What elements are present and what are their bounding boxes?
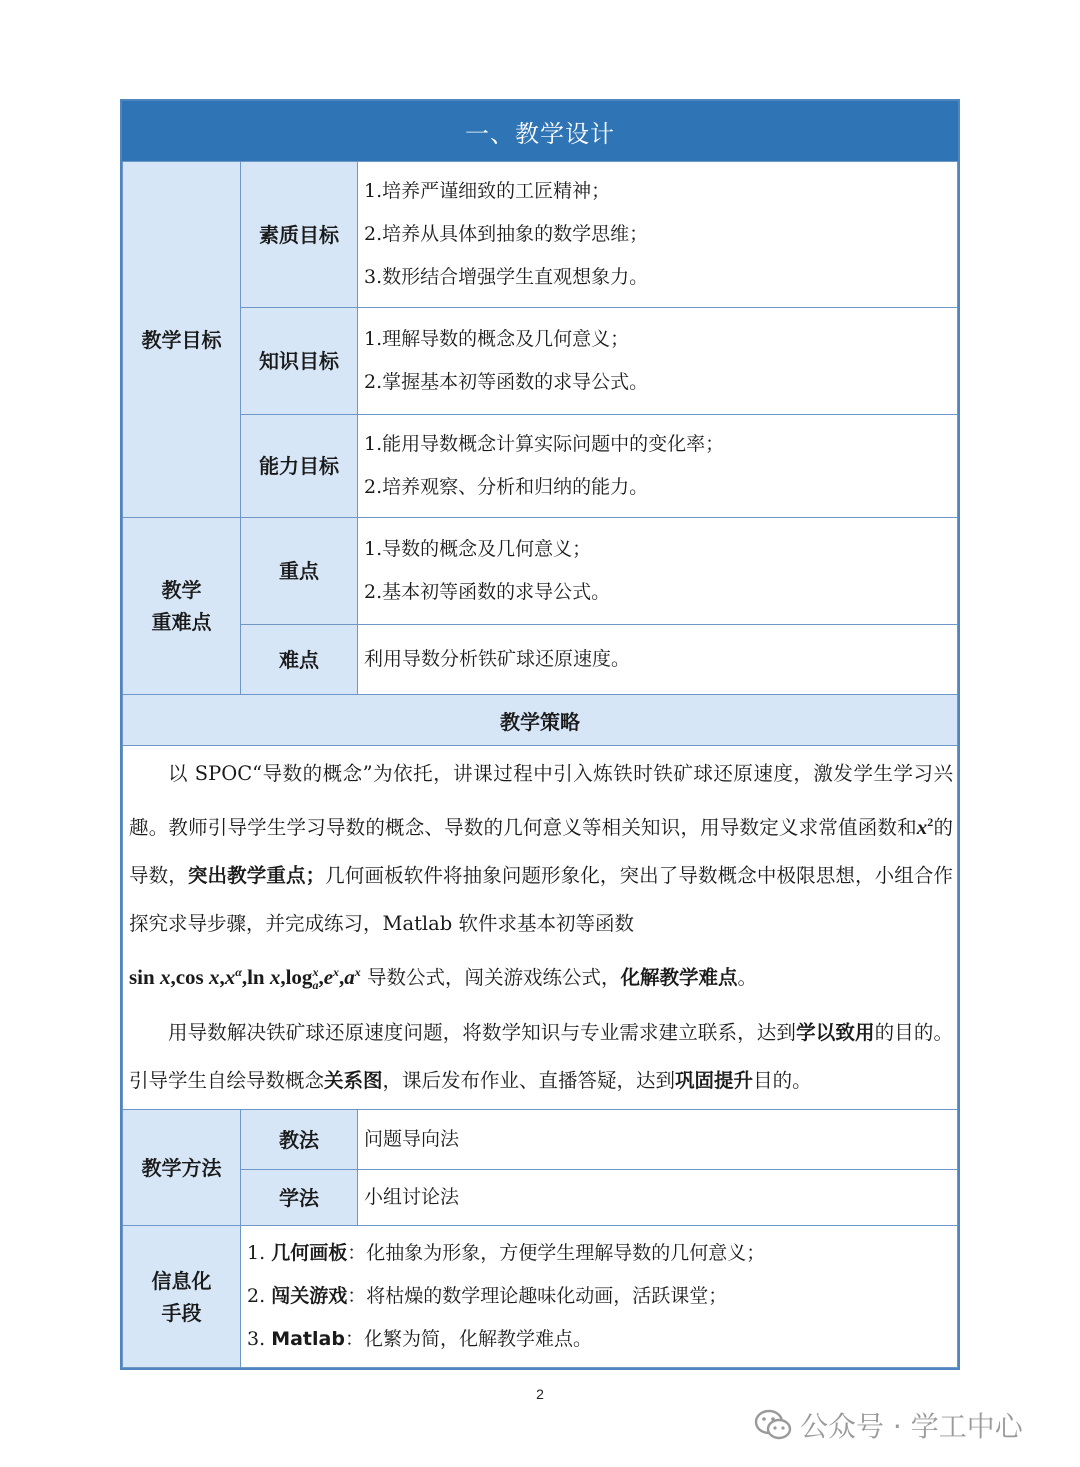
strategy-paragraph-2 (129, 1009, 953, 1105)
math-sup: x (354, 965, 361, 979)
methods-label: 教学方法 (123, 1110, 241, 1226)
math-fn: sin (129, 965, 155, 989)
list-item (247, 1318, 951, 1361)
strategy-text: 用导数解决铁矿球还原速度问题，将数学知识与专业需求建立联系，达到 (168, 1021, 797, 1045)
list-item: 1.能用导数概念计算实际问题中的变化率； (364, 433, 725, 455)
info-content (241, 1226, 958, 1368)
ability-goal-content (358, 415, 958, 518)
table-row (123, 308, 958, 415)
strategy-text: 目的。 (753, 1069, 812, 1093)
list-item: 1.理解导数的概念及几何意义； (364, 328, 630, 350)
strategy-text: 的导数， (129, 816, 953, 887)
item-number: 3. (247, 1328, 266, 1351)
strategy-emphasis: 学以致用 (796, 1021, 875, 1045)
design-table (120, 99, 960, 1370)
table-row (123, 162, 958, 308)
strategy-emphasis: 突出教学重点； (187, 864, 326, 887)
teach-method-content (358, 1110, 958, 1170)
teach-method-label: 教法 (241, 1110, 358, 1170)
math-sup: α (235, 965, 242, 979)
list-item: 1.导数的概念及几何意义； (364, 538, 592, 560)
strategy-text: ，课后发布作业、直播答疑，达到 (382, 1069, 676, 1093)
strategy-paragraph-1 (129, 750, 953, 1009)
math-fn: log (285, 965, 313, 989)
list-item: 问题导向法 (364, 1128, 460, 1151)
strategy-emphasis: 化解教学难点 (620, 966, 738, 989)
math-function-list: sin x,cos $x,x^\alpha,\ln$ $x,\log_a^x,e^x,a^x$ (129, 965, 361, 993)
table-row (123, 746, 958, 1110)
math-var: e (323, 965, 334, 989)
list-item (247, 1275, 951, 1318)
watermark (754, 1405, 1023, 1445)
item-text: ：化繁为简，化解教学难点。 (344, 1328, 592, 1351)
learn-method-content (358, 1170, 958, 1226)
list-item: 2.掌握基本初等函数的求导公式。 (364, 371, 649, 393)
wechat-icon (754, 1409, 792, 1441)
math-sub: a (312, 978, 319, 993)
item-text: ：将枯燥的数学理论趣味化动画，活跃课堂； (347, 1285, 728, 1308)
info-label-line1: 信息化 (151, 1268, 212, 1293)
table-row (123, 695, 958, 746)
watermark-text: 公众号 · 学工中心 (800, 1410, 1023, 1443)
list-item: 2.培养观察、分析和归纳的能力。 (364, 476, 649, 498)
math-var: x (916, 815, 928, 839)
list-item (247, 1232, 951, 1275)
strategy-text: 几何画板软件将抽象问题形象化，突出了导数概念中极限思想，小组合作探究求导步骤，并完成练习，Matlab 软件求基本初等函数 (129, 864, 953, 935)
key-content (358, 518, 958, 625)
key-points-label-line2: 重难点 (151, 610, 212, 634)
key-points-label (123, 518, 241, 695)
math-var: x (159, 965, 171, 989)
item-emphasis: 几何画板 (271, 1242, 348, 1265)
strategy-emphasis: 关系图 (324, 1069, 383, 1093)
list-item: 小组讨论法 (364, 1186, 460, 1209)
strategy-text: 。 (737, 966, 758, 989)
key-label: 重点 (241, 518, 358, 625)
item-emphasis: 闯关游戏 (271, 1285, 348, 1308)
list-item: 1.培养严谨细致的工匠精神； (364, 180, 611, 202)
difficult-label: 难点 (241, 625, 358, 695)
table-row (123, 625, 958, 695)
math-var: x (269, 965, 281, 989)
table-row (123, 518, 958, 625)
item-emphasis: Matlab (271, 1328, 345, 1351)
math-var: x (208, 965, 220, 989)
math-fn: ln (247, 965, 265, 989)
item-text: ：化抽象为形象，方便学生理解导数的几何意义； (347, 1242, 766, 1265)
list-item: 2.基本初等函数的求导公式。 (364, 581, 611, 603)
knowledge-goal-content (358, 308, 958, 415)
math-fn: cos (175, 965, 204, 989)
goals-label: 教学目标 (123, 162, 241, 518)
ability-goal-label: 能力目标 (241, 415, 358, 518)
objectives-table (122, 161, 958, 1368)
table-row (123, 1226, 958, 1368)
table-row (123, 1170, 958, 1226)
strategy-heading: 教学策略 (123, 695, 958, 746)
list-item: 3.数形结合增强学生直观想象力。 (364, 266, 649, 288)
math-sup: 2 (927, 815, 934, 829)
table-row (123, 1110, 958, 1170)
table-title: 一、教学设计 (122, 101, 958, 161)
math-var: a (344, 965, 355, 989)
item-number: 2. (247, 1285, 266, 1308)
knowledge-goal-label: 知识目标 (241, 308, 358, 415)
learn-method-label: 学法 (241, 1170, 358, 1226)
page-number: 2 (536, 1386, 544, 1402)
math-var: x (224, 965, 236, 989)
strategy-emphasis: 巩固提升 (675, 1069, 754, 1093)
difficult-content (358, 625, 958, 695)
strategy-text: 导数公式，闯关游戏练公式， (366, 966, 621, 989)
strategy-text: 以 SPOC“导数的概念”为依托，讲课过程中引入炼铁时铁矿球还原速度，激发学生学习兴趣。教师引导学生学习导数的概念、导数的几何意义等相关知识，用导数定义求常值函数和 (129, 762, 953, 839)
list-item: 利用导数分析铁矿球还原速度。 (364, 648, 631, 670)
table-row (123, 415, 958, 518)
math-sup: x (312, 965, 319, 979)
math-sup: x (333, 965, 340, 979)
info-label-line2: 手段 (161, 1300, 202, 1325)
strategy-body (123, 746, 958, 1110)
math-x-squared (917, 815, 934, 839)
quality-goal-label: 素质目标 (241, 162, 358, 308)
key-points-label-line1: 教学 (161, 578, 202, 602)
quality-goal-content (358, 162, 958, 308)
strategy-text: 的目的。引导学生自绘导数概念 (129, 1021, 953, 1093)
list-item: 2.培养从具体到抽象的数学思维； (364, 223, 649, 245)
info-label (123, 1226, 241, 1368)
item-number: 1. (247, 1242, 266, 1265)
